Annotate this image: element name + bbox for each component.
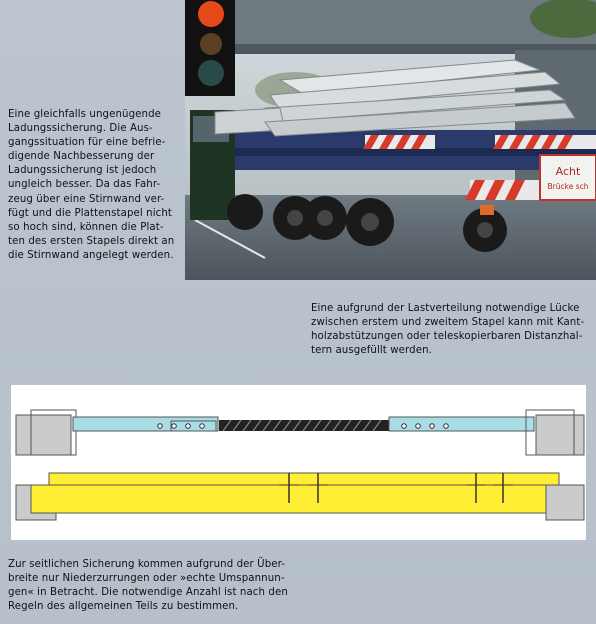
left-caption-line: so hoch sind, können die Plat- <box>8 221 164 233</box>
left-caption-line: digende Nachbesserung der <box>8 151 155 163</box>
bottom-caption-line: Zur seitlichen Sicherung kommen aufgrund der Über- <box>8 559 286 570</box>
right-caption <box>311 302 593 358</box>
left-caption-line: fügt und die Plattenstapel nicht <box>8 207 172 219</box>
bottom-caption-line: gen« in Betracht. Die notwendige Anzahl ist nach den <box>8 587 288 599</box>
left-caption-line: gangssituation für eine befrie- <box>8 137 166 149</box>
left-caption-line: ten des ersten Stapels direkt an <box>8 235 175 247</box>
traffic-light <box>185 0 235 96</box>
left-caption-line: Ladungssicherung. Die Aus- <box>8 123 153 135</box>
right-spacer-bar <box>389 417 534 431</box>
left-caption-line: ungleich besser. Da das Fahr- <box>8 179 161 191</box>
diagram-svg <box>11 385 586 540</box>
top-slab <box>49 473 559 485</box>
bottom-caption-line: Regeln des allgemeinen Teils zu bestimmen. <box>8 601 239 613</box>
right-caption-line: zwischen erstem und zweitem Stapel kann mit Kant- <box>311 317 585 329</box>
left-caption-line: zeug über eine Stirnwand ver- <box>8 193 165 205</box>
right-caption-line: tern ausgefüllt werden. <box>311 345 432 357</box>
bottom-caption-line: breite nur Niederzurrungen oder »echte Umspannun- <box>8 573 285 585</box>
spacer-assembly <box>16 410 584 455</box>
left-caption-line: Eine gleichfalls ungenügende <box>8 109 162 120</box>
bottom-caption <box>8 558 298 614</box>
left-caption-line: Ladungssicherung ist jedoch <box>8 165 157 177</box>
truck-photo-illustration <box>185 0 596 280</box>
truck-photo <box>185 0 596 280</box>
right-caption-line: Eine aufgrund der Lastverteilung notwendige Lücke <box>311 303 580 314</box>
right-block <box>536 415 584 455</box>
sign-text-top: Acht <box>555 165 581 178</box>
bottom-slab <box>31 485 559 513</box>
left-block <box>16 415 71 455</box>
load-securing-diagram <box>11 385 586 540</box>
right-caption-line: holzabstützungen oder teleskopierbaren Distanzhal- <box>311 331 583 343</box>
left-caption <box>8 108 184 263</box>
sign-text-bottom: Brücke sch <box>547 182 589 191</box>
left-caption-line: die Stirnwand angelegt werden. <box>8 249 174 261</box>
slab-assembly <box>16 473 584 520</box>
